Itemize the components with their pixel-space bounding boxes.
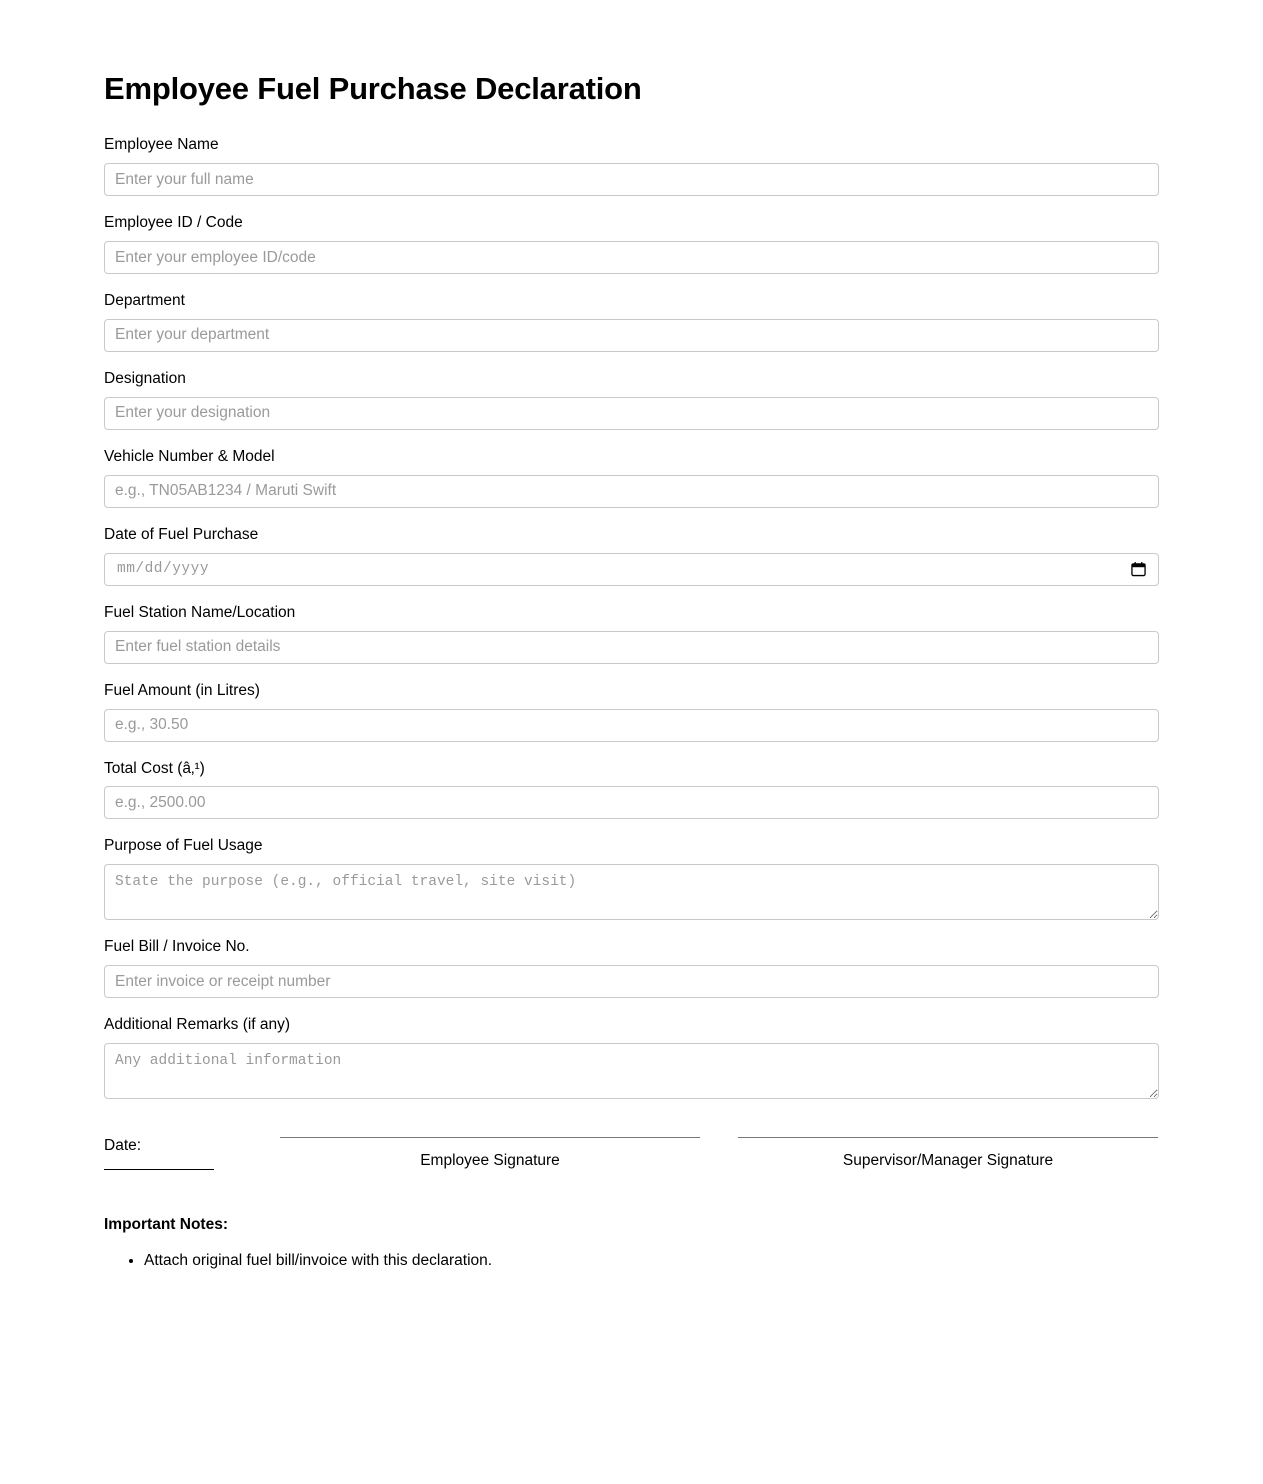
label-date-of-fuel-purchase: Date of Fuel Purchase <box>104 525 259 543</box>
label-fuel-bill-invoice-no: Fuel Bill / Invoice No. <box>104 938 250 956</box>
field-additional-remarks <box>104 1015 1159 1099</box>
supervisor-signature-block <box>738 1137 1158 1170</box>
important-notes-list <box>104 1248 1159 1274</box>
label-additional-remarks: Additional Remarks (if any) <box>104 1016 291 1034</box>
field-designation <box>104 369 1159 430</box>
field-fuel-station <box>104 603 1159 664</box>
field-department <box>104 291 1159 352</box>
additional-remarks-textarea[interactable] <box>104 1043 1159 1099</box>
label-fuel-station: Fuel Station Name/Location <box>104 603 296 621</box>
fuel-amount-input[interactable] <box>104 709 1159 742</box>
signature-section <box>104 1137 1159 1170</box>
designation-input[interactable] <box>104 397 1159 430</box>
fuel-bill-invoice-no-input[interactable] <box>104 965 1159 998</box>
label-fuel-amount: Fuel Amount (in Litres) <box>104 681 260 699</box>
important-notes-title: Important Notes: <box>104 1216 228 1234</box>
field-fuel-bill-invoice-no <box>104 937 1159 998</box>
label-total-cost: Total Cost (â‚¹) <box>104 759 205 777</box>
field-employee-id <box>104 213 1159 274</box>
total-cost-input[interactable] <box>104 786 1159 819</box>
date-of-fuel-purchase-input[interactable] <box>104 553 1159 586</box>
department-input[interactable] <box>104 319 1159 352</box>
employee-signature-caption: Employee Signature <box>420 1152 560 1170</box>
fuel-station-input[interactable] <box>104 631 1159 664</box>
label-employee-name: Employee Name <box>104 136 219 154</box>
signature-date-block <box>104 1137 280 1170</box>
field-purpose-of-fuel-usage <box>104 836 1159 920</box>
employee-signature-block <box>280 1137 700 1170</box>
employee-name-input[interactable] <box>104 163 1159 196</box>
signature-date-label: Date: <box>104 1137 142 1155</box>
label-designation: Designation <box>104 369 186 387</box>
supervisor-signature-line <box>738 1137 1158 1138</box>
field-vehicle-number-model <box>104 447 1159 508</box>
field-date-of-fuel-purchase <box>104 525 1159 586</box>
list-item: • Attach original fuel bill/invoice with this declaration. <box>144 1248 1159 1274</box>
label-purpose-of-fuel-usage: Purpose of Fuel Usage <box>104 837 263 855</box>
purpose-of-fuel-usage-textarea[interactable] <box>104 864 1159 920</box>
vehicle-number-model-input[interactable] <box>104 475 1159 508</box>
date-input-wrapper <box>104 553 1159 586</box>
label-department: Department <box>104 292 185 310</box>
supervisor-signature-caption: Supervisor/Manager Signature <box>842 1152 1054 1170</box>
label-vehicle-number-model: Vehicle Number & Model <box>104 447 275 465</box>
field-employee-name <box>104 135 1159 196</box>
field-fuel-amount <box>104 681 1159 742</box>
form-fields <box>104 135 1159 1099</box>
employee-id-input[interactable] <box>104 241 1159 274</box>
signature-date-line <box>104 1169 214 1170</box>
employee-signature-line <box>280 1137 700 1138</box>
page-title: Employee Fuel Purchase Declaration <box>104 71 642 106</box>
field-total-cost <box>104 759 1159 820</box>
label-employee-id: Employee ID / Code <box>104 214 243 232</box>
